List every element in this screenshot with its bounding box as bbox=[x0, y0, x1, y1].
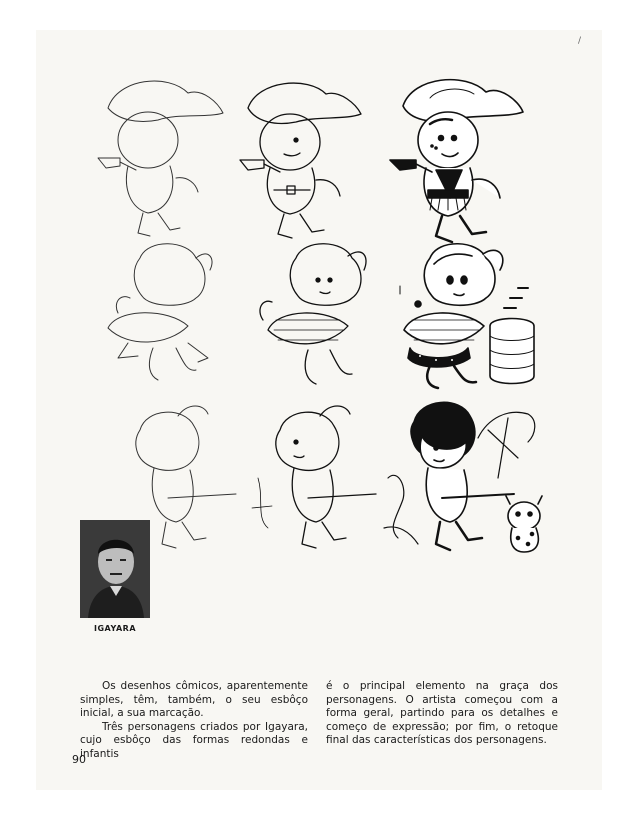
caveboy-final bbox=[384, 402, 542, 552]
paragraph-2-end: é o principal elemento na graça dos personagens. O artista começou com a forma geral, partindo para os detalhes e começo de expressão; por fim, o retoque final das características dos personagens. bbox=[326, 680, 558, 747]
caveboy-sketch bbox=[136, 406, 236, 548]
corner-mark: / bbox=[578, 36, 582, 46]
igayara-portrait bbox=[80, 520, 150, 618]
photo-caption: IGAYARA bbox=[93, 624, 137, 633]
girl-sketch bbox=[108, 244, 212, 380]
cowboy-sketch bbox=[98, 81, 223, 236]
paragraph-1: Os desenhos cômicos, aparentemente simples, têm, também, o seu esbôço inicial, a sua marcação. bbox=[80, 680, 308, 720]
cartoon-illustration bbox=[58, 58, 558, 568]
text-column-right bbox=[326, 680, 558, 748]
page-number: 90 bbox=[72, 753, 86, 766]
girl-forms bbox=[260, 244, 366, 384]
caveboy-forms bbox=[252, 406, 376, 548]
paragraph-2-start: Três personagens criados por Igayara, cujo esbôço das formas redondas e infantis bbox=[80, 720, 308, 760]
girl-final bbox=[400, 244, 534, 388]
text-column-left bbox=[80, 680, 308, 762]
cowboy-final bbox=[390, 80, 523, 242]
cowboy-forms bbox=[240, 83, 361, 238]
